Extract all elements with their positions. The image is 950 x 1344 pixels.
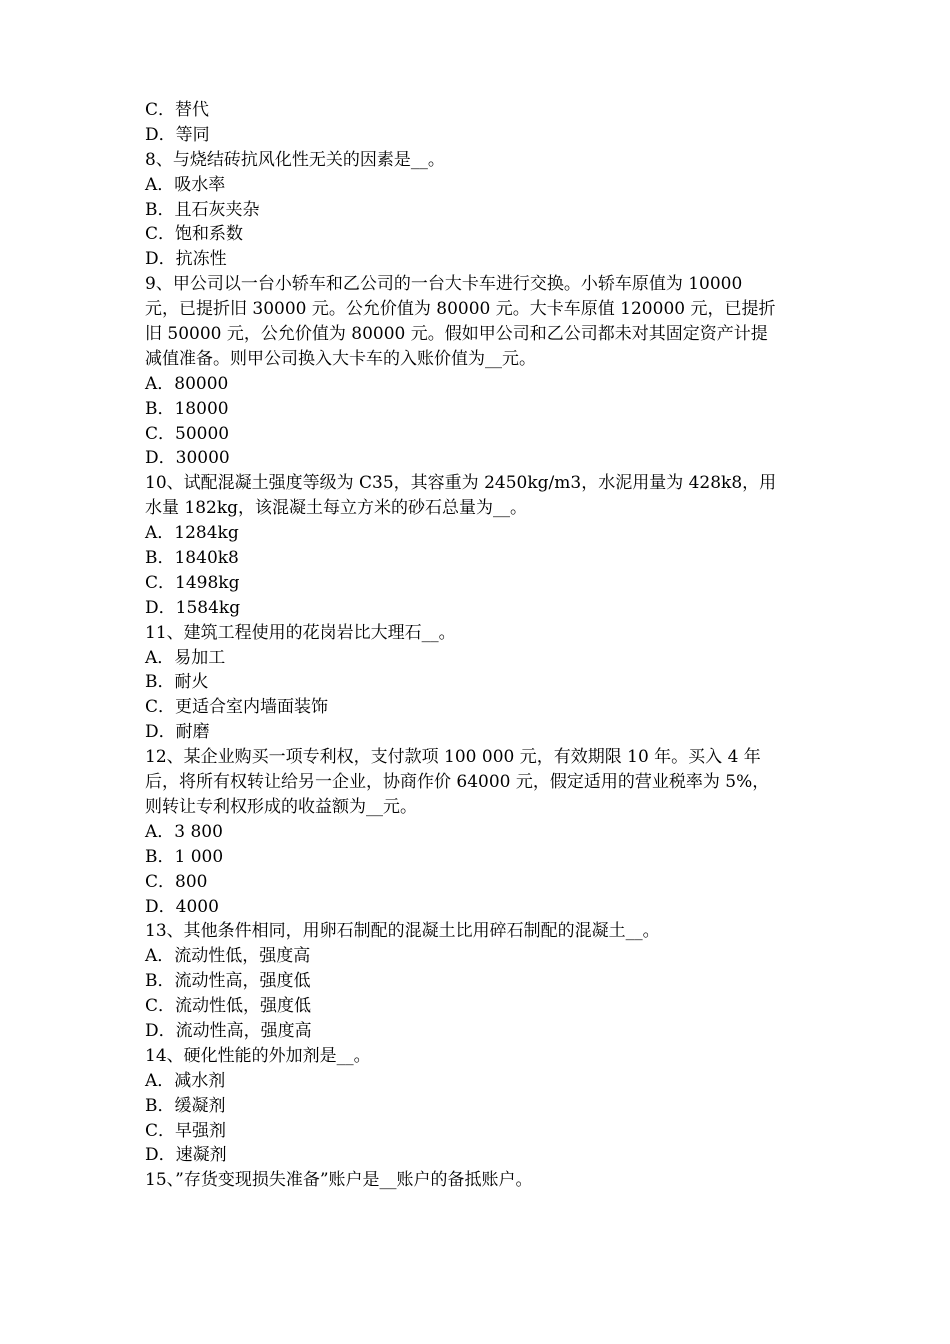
option-b-q11: B．耐火	[145, 672, 209, 693]
option-b-q9: B．18000	[145, 398, 229, 419]
option-c-q7: C．替代	[145, 100, 210, 120]
option-c-q10: C．1498kg	[145, 572, 240, 593]
question-12-line-2: 后，将所有权转让给另一企业，协商作价 64000 元，假定适用的营业税率为 5%，	[145, 772, 770, 793]
question-9-line-4: 减值准备。则甲公司换入大卡车的入账价值为__元。	[145, 348, 536, 369]
question-9-line-3: 旧 50000 元，公允价值为 80000 元。假如甲公司和乙公司都未对其固定资产计提	[145, 324, 768, 345]
option-a-q13: A．流动性低，强度高	[145, 946, 311, 967]
option-d-q10: D．1584kg	[145, 597, 241, 618]
option-c-q8: C．饱和系数	[145, 224, 244, 245]
question-8: 8、与烧结砖抗风化性无关的因素是__。	[145, 149, 445, 170]
option-a-q9: A．80000	[145, 373, 229, 394]
question-13: 13、其他条件相同，用卵石制配的混凝土比用碎石制配的混凝土__。	[145, 921, 660, 942]
option-a-q10: A．1284kg	[145, 523, 239, 544]
question-10-line-1: 10、试配混凝土强度等级为 C35，其容重为 2450kg/m3，水泥用量为 428k8，用	[145, 473, 777, 494]
question-9-line-2: 元，已提折旧 30000 元。公允价值为 80000 元。大卡车原值 120000 元，已提折	[145, 299, 776, 320]
option-b-q14: B．缓凝剂	[145, 1095, 226, 1116]
option-c-q11: C．更适合室内墙面装饰	[145, 697, 329, 718]
option-d-q13: D．流动性高，强度高	[145, 1020, 312, 1041]
option-c-q14: C．早强剂	[145, 1120, 227, 1141]
option-b-q13: B．流动性高，强度低	[145, 971, 311, 992]
option-d-q9: D．30000	[145, 448, 230, 469]
option-c-q13: C．流动性低，强度低	[145, 996, 312, 1017]
question-10-line-2: 水量 182kg，该混凝土每立方米的砂石总量为__。	[145, 498, 528, 519]
option-a-q12: A．3 800	[145, 821, 223, 842]
option-a-q8: A．吸水率	[145, 174, 226, 195]
option-c-q9: C．50000	[145, 423, 230, 444]
option-d-q11: D．耐磨	[145, 722, 210, 743]
option-b-q12: B．1 000	[145, 846, 224, 867]
question-15: 15、”存货变现损失准备”账户是__账户的备抵账户。	[145, 1170, 533, 1191]
option-d-q14: D．速凝剂	[145, 1145, 227, 1166]
option-a-q14: A．减水剂	[145, 1070, 226, 1091]
option-d-q7: D．等同	[145, 124, 210, 145]
question-12-line-1: 12、某企业购买一项专利权，支付款项 100 000 元，有效期限 10 年。买入 4 年	[145, 747, 761, 768]
option-b-q10: B．1840k8	[145, 548, 239, 569]
document-page	[145, 98, 810, 1193]
question-11: 11、建筑工程使用的花岗岩比大理石__。	[145, 622, 456, 643]
option-d-q12: D．4000	[145, 896, 219, 917]
option-b-q8: B．且石灰夹杂	[145, 199, 260, 220]
option-a-q11: A．易加工	[145, 647, 226, 668]
question-14: 14、硬化性能的外加剂是__。	[145, 1045, 371, 1066]
question-9-line-1: 9、甲公司以一台小轿车和乙公司的一台大卡车进行交换。小轿车原值为 10000	[145, 274, 743, 295]
question-12-line-3: 则转让专利权形成的收益额为__元。	[145, 796, 417, 817]
option-c-q12: C．800	[145, 871, 208, 892]
option-d-q8: D．抗冻性	[145, 249, 227, 270]
